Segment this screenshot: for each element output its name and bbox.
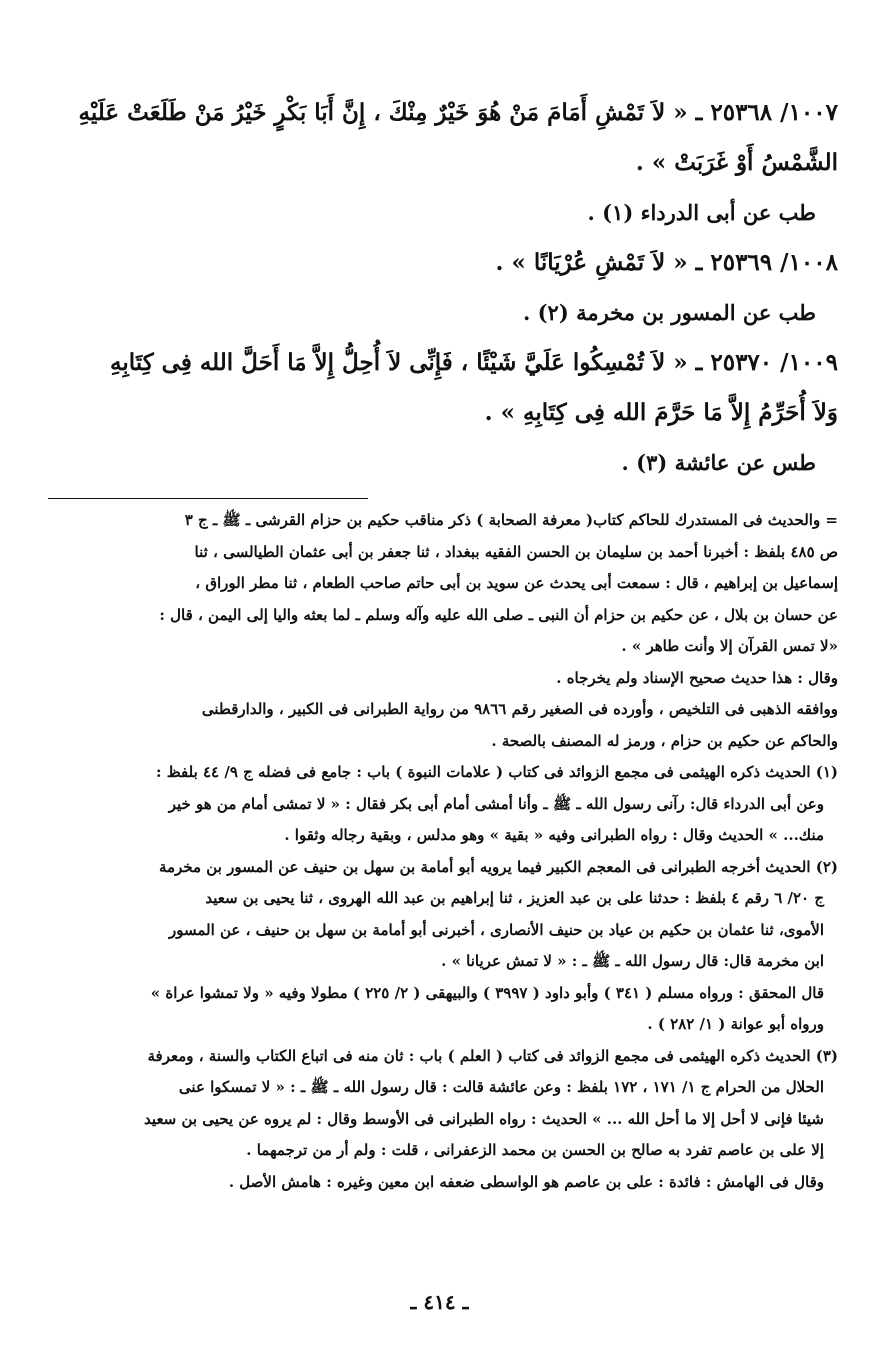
footnote-line: منك... » الحديث وقال : رواه الطبرانى وفيه « بقية » وهو مدلس ، وبقية رجاله وثقوا . <box>284 826 824 844</box>
footnote-line: وقال : هذا حديث صحيح الإسناد ولم يخرجاه . <box>556 668 838 687</box>
hadith-main-text <box>48 88 838 488</box>
footnote-line: ابن مخرمة قال: قال رسول الله ـ ﷺ ـ : « لا تمش عريانا » . <box>441 952 824 970</box>
footnote-line: إلا على بن عاصم تفرد به صالح بن الحسن بن محمد الزعفرانى ، قلت : ولم أر من ترجمهما . <box>246 1141 824 1159</box>
footnote-divider <box>48 498 368 499</box>
hadith-1007-source: طب عن أبى الدرداء (١) . <box>587 200 816 225</box>
footnote-line: ج ٢٠/ ٦ رقم ٤ بلفظ : حدثنا على بن عبد العزيز ، ثنا إبراهيم بن عبد الله الهروى ، ثنا يحيى بن سعيد <box>205 889 824 907</box>
footnote-line: «لا تمس القرآن إلا وأنت طاهر » . <box>621 637 838 655</box>
footnote-line: = والحديث فى المستدرك للحاكم كتاب( معرفة الصحابة ) ذكر مناقب حكيم بن حزام القرشى ـ ﷺ ـ ج ٣ <box>184 511 838 529</box>
footnote-line: الأموى، ثنا عثمان بن حكيم بن عياد بن حنيف الأنصارى ، أخبرنى أبو أمامة بن سهل بن حنيف ، عن المسور <box>169 920 824 939</box>
footnote-line: إسماعيل بن إبراهيم ، قال : سمعت أبى يحدث عن سويد بن أبى حاتم صاحب الطعام ، ثنا مطر الوراق ، <box>195 574 838 592</box>
page-number: ـ ٤١٤ ـ <box>410 1290 469 1314</box>
footnote-line: والحاكم عن حكيم بن حزام ، ورمز له المصنف بالصحة . <box>491 731 838 750</box>
hadith-1009-line-2: وَلاَ أُحَرِّمُ إِلاَّ مَا حَرَّمَ الله فِى كِتَابِهِ » . <box>484 399 838 426</box>
hadith-1007-line-2: الشَّمْسُ أَوْ غَرَبَتْ » . <box>635 149 838 176</box>
footnote-line: ورواه أبو عوانة ( ١/ ٢٨٢ ) . <box>647 1015 824 1033</box>
footnotes <box>48 505 838 1198</box>
hadith-1007-line-1: ١٠٠٧/ ٢٥٣٦٨ ـ « لاَ تَمْشِ أَمَامَ مَنْ هُوَ خَيْرٌ مِنْكَ ، إِنَّ أَبَا بَكْرٍ خَيْرُ مَنْ طَلَعَتْ عَلَيْهِ <box>78 99 838 126</box>
footnote-line: ص ٤٨٥ بلفظ : أخبرنا أحمد بن سليمان بن الحسن الفقيه ببغداد ، ثنا جعفر بن أبى عثمان الطيالسى ، ثنا <box>194 542 838 561</box>
footnote-line: قال المحقق : ورواه مسلم ( ٣٤١ ) وأبو داود ( ٣٩٩٧ ) والبيهقى ( ٢/ ٢٢٥ ) مطولا وفيه « ولا تمشوا عراة » <box>150 983 824 1002</box>
footnote-1: (١) الحديث ذكره الهيثمى فى مجمع الزوائد فى كتاب ( علامات النبوة ) باب : جامع فى فضله ج ٩/ ٤٤ بلفظ : <box>156 763 838 781</box>
hadith-1008: ١٠٠٨/ ٢٥٣٦٩ ـ « لاَ تَمْشِ عُرْيَانًا » . <box>495 249 838 276</box>
footnote-line: ووافقه الذهبى فى التلخيص ، وأورده فى الصغير رقم ٩٨٦٦ من رواية الطبرانى فى الكبير ، والدارقطنى <box>201 700 838 718</box>
footnote-line: شيئا فإنى لا أحل إلا ما أحل الله ... » الحديث : رواه الطبرانى فى الأوسط وقال : لم يروه عن يحيى بن سعيد <box>144 1109 824 1128</box>
footnote-3: (٣) الحديث ذكره الهيثمى فى مجمع الزوائد فى كتاب ( العلم ) باب : ثان منه فى اتباع الكتاب والسنة ، ومعرفة <box>147 1046 838 1065</box>
footnote-line: وعن أبى الدرداء قال: رآنى رسول الله ـ ﷺ ـ وأنا أمشى أمام أبى بكر فقال : « لا تمشى أمام من هو خير <box>168 794 824 813</box>
hadith-1009-source: طس عن عائشة (٣) . <box>621 450 816 475</box>
document-page <box>48 88 838 1198</box>
footnote-line: الحلال من الحرام ج ١/ ١٧١ ، ١٧٢ بلفظ : وعن عائشة قالت : قال رسول الله ـ ﷺ ـ : « لا تمسكوا عنى <box>178 1078 824 1096</box>
hadith-1008-source: طب عن المسور بن مخرمة (٢) . <box>522 300 816 325</box>
footnote-line: عن حسان بن بلال ، عن حكيم بن حزام أن النبى ـ صلى الله عليه وآله وسلم ـ لما بعثه واليا إلى اليمن ، قال : <box>159 605 838 624</box>
hadith-1009-line-1: ١٠٠٩/ ٢٥٣٧٠ ـ « لاَ تُمْسِكُوا عَلَيَّ شَيْئًا ، فَإِنِّى لاَ أُحِلُّ إِلاَّ مَا أَحَلَّ الله فِى كِتَابِهِ <box>110 349 838 376</box>
footnote-line: وقال فى الهامش : فائدة : على بن عاصم هو الواسطى ضعفه ابن معين وغيره : هامش الأصل . <box>228 1172 824 1191</box>
footnote-2: (٢) الحديث أخرجه الطبرانى فى المعجم الكبير فيما يرويه أبو أمامة بن سهل بن حنيف عن المسور بن مخرمة <box>158 857 838 876</box>
